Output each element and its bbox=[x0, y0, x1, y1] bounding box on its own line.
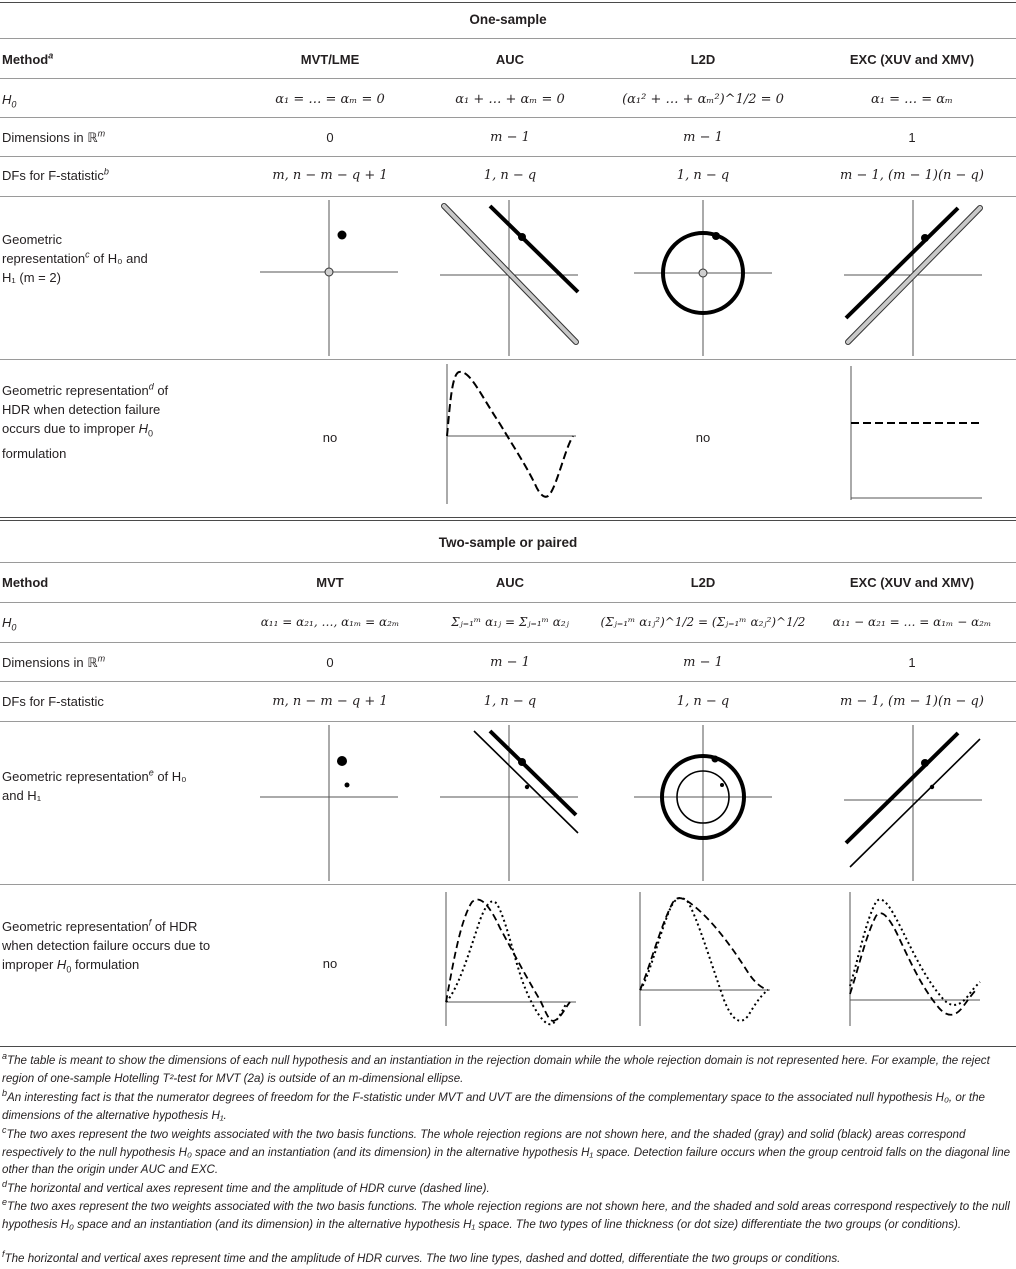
df-mvt-2: m, n − m − q + 1 bbox=[272, 694, 388, 709]
h0-auc: α₁ + … + αₘ = 0 bbox=[455, 92, 565, 107]
header-exc-2: EXC (XUV and XMV) bbox=[849, 575, 975, 590]
dim-mvt-2: 0 bbox=[326, 655, 334, 670]
top-rule bbox=[0, 2, 1016, 3]
geo-exc-one bbox=[844, 198, 984, 358]
df-exc-2: m − 1, (m − 1)(n − q) bbox=[840, 694, 984, 709]
divider bbox=[0, 721, 1016, 722]
dim-exc-2: 1 bbox=[908, 655, 916, 670]
divider bbox=[0, 884, 1016, 885]
footnote-a: $^a$The table is meant to show the dimensions of each null hypothesis and an instantiation in the rejection domain while the whole rejection domain is not represented here. For example, the reject region of one-sample Hotelling T²-test for MVT (2a) is outside of an m-dimensional ellipse. bbox=[2, 1051, 990, 1085]
h0-exc-2: α₁₁ − α₂₁ = … = α₁ₘ − α₂ₘ bbox=[832, 615, 992, 629]
divider bbox=[0, 196, 1016, 197]
df-l2d: 1, n − q bbox=[676, 168, 730, 183]
footnote-e: $^e$The two axes represent the two weights associated with the two basis functions. The whole rejection regions are not shown here, and the shaded and sold areas correspond respectively to the null hypothesis H₀ space and an instantiation (and its dimension) in the alternative hypothesis H₁ space. The two types of line thickness (or dot size) differentiate the two groups (or conditions). bbox=[2, 1197, 1010, 1231]
row-label-geometric-2: Geometric representation$^e$ of H₀ and H₁ bbox=[2, 767, 187, 803]
dim-mvt: 0 bbox=[326, 130, 334, 145]
h0-auc-2: Σⱼ₌₁ᵐ α₁ⱼ = Σⱼ₌₁ᵐ α₂ⱼ bbox=[451, 615, 569, 629]
dim-auc-2: m − 1 bbox=[490, 655, 530, 670]
divider bbox=[0, 38, 1016, 39]
row-label-dfs: DFs for F-statistic$^b$ bbox=[2, 166, 109, 183]
h0-mvt: α₁ = … = αₘ = 0 bbox=[275, 92, 385, 107]
section-rule bbox=[0, 520, 1016, 521]
h0-mvt-2: α₁₁ = α₂₁, …, α₁ₘ = α₂ₘ bbox=[260, 615, 400, 629]
header-auc-2: AUC bbox=[495, 575, 525, 590]
row-label-hdr-1: Geometric representation$^d$ of HDR when detection failure occurs due to improper $H_0$ formulation bbox=[2, 381, 169, 461]
section-rule bbox=[0, 517, 1016, 518]
footnote-d: $^d$The horizontal and vertical axes represent time and the amplitude of HDR curve (dashed line). bbox=[2, 1179, 490, 1195]
header-auc: AUC bbox=[495, 52, 525, 67]
h0-l2d: (α₁² + … + αₘ²)^1/2 = 0 bbox=[622, 92, 784, 107]
h0-exc: α₁ = … = αₘ bbox=[870, 92, 954, 107]
geo-exc-two bbox=[844, 723, 984, 883]
divider bbox=[0, 117, 1016, 118]
hdr-auc-one bbox=[440, 364, 580, 514]
header-mvt-lme: MVT/LME bbox=[300, 52, 360, 67]
df-auc-2: 1, n − q bbox=[483, 694, 537, 709]
header-method-2: Method bbox=[2, 575, 49, 590]
dim-l2d-2: m − 1 bbox=[683, 655, 723, 670]
hdr-mvt-no: no bbox=[322, 430, 338, 445]
divider bbox=[0, 642, 1016, 643]
footnote-b: $^b$An interesting fact is that the numerator degrees of freedom for the F-statistic under MVT and UVT are the dimensions of the complementary space to the associated null hypothesis H₀, or the dimensions of the alternative hypothesis H₁. bbox=[2, 1088, 985, 1122]
geo-mvt-two bbox=[260, 723, 400, 883]
hdr-mvt-no-2: no bbox=[322, 956, 338, 971]
header-l2d: L2D bbox=[690, 52, 716, 67]
hdr-exc-two bbox=[844, 890, 984, 1030]
df-auc: 1, n − q bbox=[483, 168, 537, 183]
geo-mvt-one bbox=[260, 198, 400, 358]
row-label-geometric-1: Geometric representation$^c$ of H₀ and H₁ (m = 2) bbox=[2, 232, 148, 285]
row-label-dfs-2: DFs for F-statistic bbox=[2, 694, 104, 709]
hdr-auc-two bbox=[440, 890, 580, 1030]
row-label-hdr-2: Geometric representation$^f$ of HDR when detection failure occurs due to improper $H_0$ formulation bbox=[2, 917, 211, 975]
bottom-rule bbox=[0, 1046, 1016, 1047]
geo-l2d-one bbox=[634, 198, 774, 358]
header-method: Method$^a$ bbox=[2, 50, 54, 67]
header-mvt: MVT bbox=[316, 575, 344, 590]
hdr-l2d-no: no bbox=[695, 430, 711, 445]
row-label-dimensions: Dimensions in ℝ$^m$ bbox=[2, 128, 106, 145]
divider bbox=[0, 156, 1016, 157]
dim-exc: 1 bbox=[908, 130, 916, 145]
df-l2d-2: 1, n − q bbox=[676, 694, 730, 709]
divider bbox=[0, 681, 1016, 682]
dim-auc: m − 1 bbox=[490, 130, 530, 145]
hdr-exc-one bbox=[844, 364, 984, 514]
divider bbox=[0, 562, 1016, 563]
row-label-dimensions-2: Dimensions in ℝ$^m$ bbox=[2, 653, 106, 670]
row-label-h0-2: $H_0$ bbox=[2, 615, 17, 633]
header-l2d-2: L2D bbox=[690, 575, 716, 590]
geo-l2d-two bbox=[634, 723, 774, 883]
footnote-f: $^f$The horizontal and vertical axes represent time and the amplitude of HDR curves. The two line types, dashed and dotted, differentiate the two groups or conditions. bbox=[2, 1249, 841, 1265]
divider bbox=[0, 602, 1016, 603]
row-label-h0: $H_0$ bbox=[2, 92, 17, 110]
df-exc: m − 1, (m − 1)(n − q) bbox=[840, 168, 984, 183]
divider bbox=[0, 78, 1016, 79]
dim-l2d: m − 1 bbox=[683, 130, 723, 145]
hdr-l2d-two bbox=[634, 890, 774, 1030]
divider bbox=[0, 359, 1016, 360]
df-mvt: m, n − m − q + 1 bbox=[272, 168, 388, 183]
section-title-two-sample: Two-sample or paired bbox=[438, 535, 578, 550]
header-exc: EXC (XUV and XMV) bbox=[849, 52, 975, 67]
geo-auc-two bbox=[440, 723, 580, 883]
footnote-c: $^c$The two axes represent the two weights associated with the two basis functions. The whole rejection regions are not shown here, and the shaded (gray) and solid (black) areas correspond respectively to the null hypothesis H₀ space and an instantiation (and its dimension) in the alternative hypothesis H₁ space. Detection failure occurs when the group centroid falls on the diagonal line other than the origin under AUC and EXC. bbox=[2, 1125, 1011, 1176]
geo-auc-one bbox=[440, 198, 580, 358]
h0-l2d-2: (Σⱼ₌₁ᵐ α₁ⱼ²)^1/2 = (Σⱼ₌₁ᵐ α₂ⱼ²)^1/2 bbox=[600, 615, 806, 629]
section-title-one-sample: One-sample bbox=[469, 12, 547, 27]
